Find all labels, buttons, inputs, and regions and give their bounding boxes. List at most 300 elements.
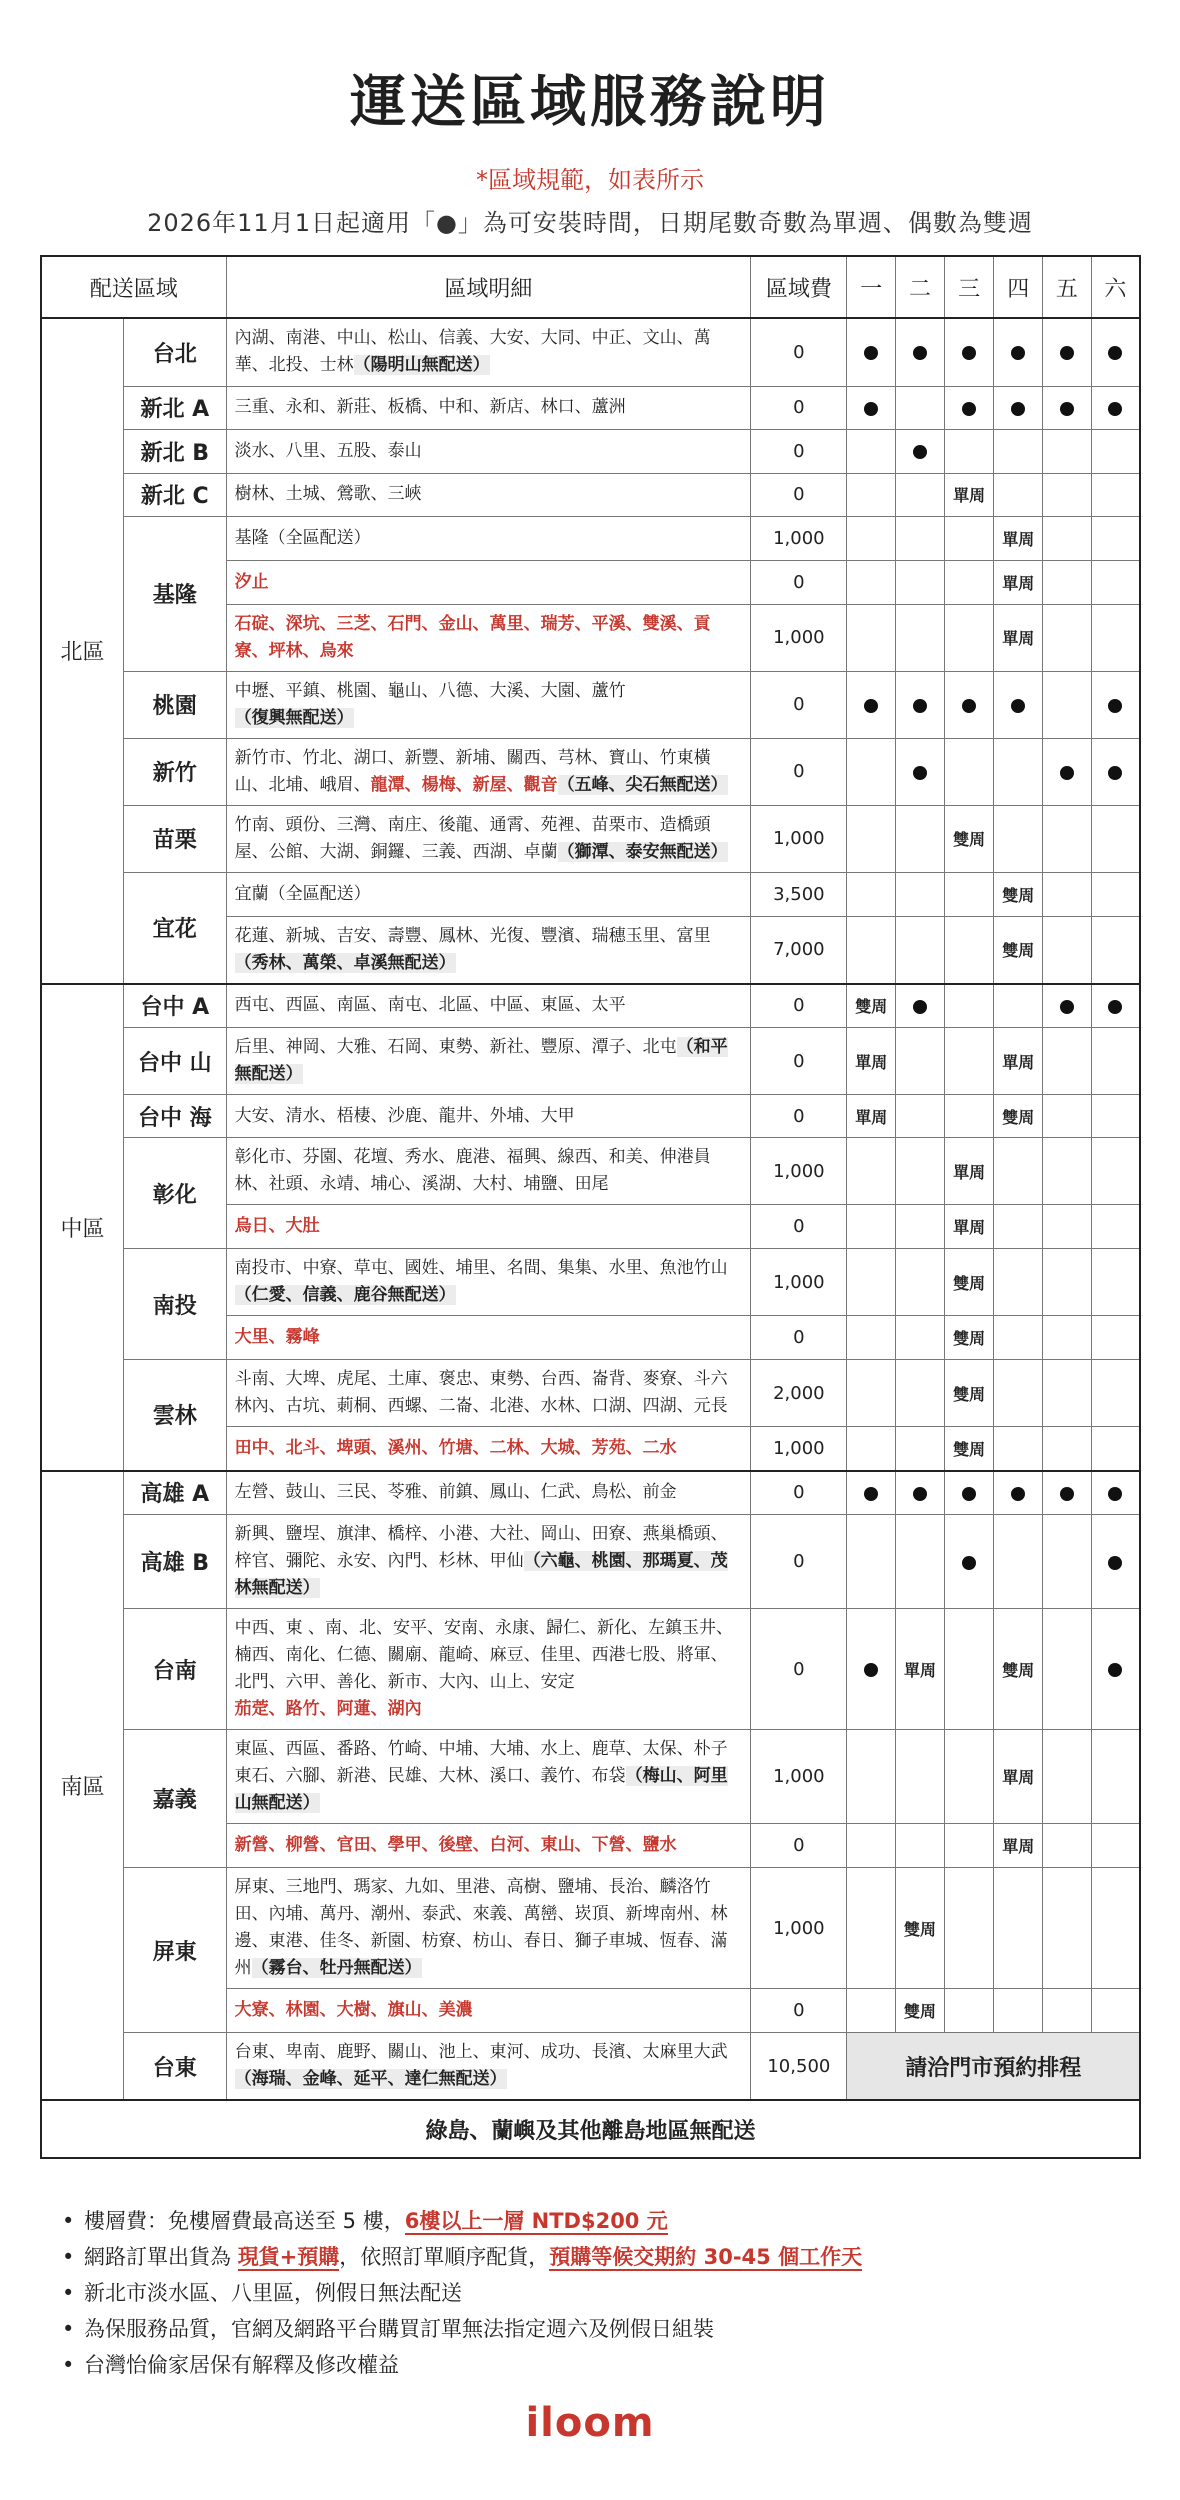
area-label: 台中 A [124,984,227,1028]
area-detail: 竹南、頭份、三灣、南庄、後龍、通霄、苑裡、苗栗市、造橋頭屋、公館、大湖、銅鑼、三義、西湖、卓蘭（獅潭、泰安無配送） [226,805,751,872]
empty-day-cell [847,1360,896,1427]
table-row [41,1609,1140,1730]
available-dot [944,671,994,738]
empty-day-cell [896,1138,945,1205]
table-row [41,1471,1140,1515]
available-dot [896,738,945,805]
area-fee: 0 [751,1471,847,1515]
available-dot [896,318,945,386]
area-label: 雲林 [124,1360,227,1471]
empty-day-cell [896,1249,945,1316]
available-dot [1091,1515,1140,1609]
region-label: 中區 [41,984,124,1471]
dot-icon [913,699,927,713]
header-thu: 四 [994,256,1043,318]
delivery-table-wrapper [40,255,1141,2159]
empty-day-cell [994,1249,1043,1316]
area-detail: 基隆（全區配送） [226,516,751,560]
empty-day-cell [1043,604,1092,671]
empty-day-cell [944,1095,994,1138]
area-fee: 0 [751,386,847,429]
empty-day-cell [1043,1824,1092,1868]
dot-icon [1060,1000,1074,1014]
empty-day-cell [1043,671,1092,738]
area-label: 新北 C [124,473,227,516]
area-label: 高雄 A [124,1471,227,1515]
dot-icon [913,766,927,780]
area-label: 高雄 B [124,1515,227,1609]
empty-day-cell [896,805,945,872]
area-detail: 斗南、大埤、虎尾、土庫、褒忠、東勢、台西、崙背、麥寮、斗六林內、古坑、莿桐、西螺、二崙、北港、水林、口湖、四湖、元長 [226,1360,751,1427]
empty-day-cell [847,1515,896,1609]
week-schedule: 雙周 [896,1989,945,2033]
empty-day-cell [1043,805,1092,872]
week-schedule: 雙周 [944,1249,994,1316]
available-dot [1091,671,1140,738]
available-dot [847,1471,896,1515]
dot-icon [962,1556,976,1570]
table-row [41,318,1140,386]
note-item: • 新北市淡水區、八里區，例假日無法配送 [62,2281,462,2305]
area-label: 新北 B [124,429,227,473]
area-detail: 左營、鼓山、三民、苓雅、前鎮、鳳山、仁武、鳥松、前金 [226,1471,751,1515]
header-mon: 一 [847,256,896,318]
notes-list [62,2203,1122,2383]
empty-day-cell [944,516,994,560]
dot-icon [1108,1000,1122,1014]
empty-day-cell [896,516,945,560]
area-detail: 田中、北斗、埤頭、溪州、竹塘、二林、大城、芳苑、二水 [226,1427,751,1471]
region-label: 南區 [41,1471,124,2101]
empty-day-cell [1091,1868,1140,1989]
dot-icon [1060,766,1074,780]
empty-day-cell [1091,1205,1140,1249]
available-dot [896,429,945,473]
area-fee: 0 [751,1316,847,1360]
area-detail: 宜蘭（全區配送） [226,872,751,916]
empty-day-cell [1091,560,1140,604]
empty-day-cell [1091,429,1140,473]
dot-icon [1011,699,1025,713]
empty-day-cell [896,473,945,516]
dot-icon [1060,346,1074,360]
week-schedule: 單周 [994,560,1043,604]
empty-day-cell [1043,1316,1092,1360]
area-detail: 屏東、三地門、瑪家、九如、里港、高樹、鹽埔、長治、麟洛竹田、內埔、萬丹、潮州、泰武、來義、萬巒、崁頂、新埤南州、林邊、東港、佳冬、新園、枋寮、枋山、春日、獅子車城、恆春、滿州（霧台、牡丹無配送） [226,1868,751,1989]
dot-icon [1108,402,1122,416]
empty-day-cell [944,916,994,984]
empty-day-cell [994,805,1043,872]
empty-day-cell [994,1138,1043,1205]
available-dot [994,1471,1043,1515]
empty-day-cell [994,738,1043,805]
area-fee: 0 [751,318,847,386]
area-label: 台南 [124,1609,227,1730]
area-detail: 后里、神岡、大雅、石岡、東勢、新社、豐原、潭子、北屯（和平無配送） [226,1028,751,1095]
empty-day-cell [847,1138,896,1205]
available-dot [944,318,994,386]
dot-icon [1011,1487,1025,1501]
empty-day-cell [1043,1360,1092,1427]
area-detail: 新營、柳營、官田、學甲、後壁、白河、東山、下營、鹽水 [226,1824,751,1868]
empty-day-cell [847,872,896,916]
dot-icon [1060,1487,1074,1501]
header-tue: 二 [896,256,945,318]
available-dot [1091,1471,1140,1515]
area-fee: 0 [751,1515,847,1609]
empty-day-cell [1091,1824,1140,1868]
dot-icon [864,402,878,416]
header-area: 配送區域 [41,256,226,318]
dot-icon [1108,1487,1122,1501]
table-row [41,473,1140,516]
area-detail: 烏日、大肚 [226,1205,751,1249]
empty-day-cell [994,1427,1043,1471]
header-wed: 三 [944,256,994,318]
week-schedule: 單周 [994,1028,1043,1095]
empty-day-cell [944,604,994,671]
week-schedule: 單周 [944,1138,994,1205]
table-row [41,1868,1140,1989]
empty-day-cell [1091,805,1140,872]
empty-day-cell [1091,1138,1140,1205]
empty-day-cell [1043,872,1092,916]
area-label: 新北 A [124,386,227,429]
empty-day-cell [896,1515,945,1609]
area-fee: 7,000 [751,916,847,984]
area-label: 彰化 [124,1138,227,1249]
area-fee: 0 [751,560,847,604]
week-schedule: 單周 [994,1824,1043,1868]
table-row [41,386,1140,429]
header-fri: 五 [1043,256,1092,318]
empty-day-cell [994,429,1043,473]
table-row [41,1515,1140,1609]
area-detail: 南投市、中寮、草屯、國姓、埔里、名間、集集、水里、魚池竹山（仁愛、信義、鹿谷無配送） [226,1249,751,1316]
dot-icon [962,1487,976,1501]
empty-day-cell [994,1360,1043,1427]
empty-day-cell [1043,429,1092,473]
available-dot [1043,318,1092,386]
area-fee: 1,000 [751,1138,847,1205]
area-fee: 0 [751,671,847,738]
empty-day-cell [1043,1028,1092,1095]
available-dot [847,1609,896,1730]
empty-day-cell [847,1989,896,2033]
empty-day-cell [847,1316,896,1360]
empty-day-cell [896,872,945,916]
empty-day-cell [994,1868,1043,1989]
dot-icon [913,1487,927,1501]
empty-day-cell [896,916,945,984]
empty-day-cell [994,1316,1043,1360]
empty-day-cell [1091,1360,1140,1427]
area-detail: 彰化市、芬園、花壇、秀水、鹿港、福興、線西、和美、伸港員林、社頭、永靖、埔心、溪湖、大村、埔鹽、田尾 [226,1138,751,1205]
note-item: • 網路訂單出貨為 現貨+預購，依照訂單順序配貨，預購等候交期約 30-45 個工作天 [62,2245,863,2269]
empty-day-cell [1043,1205,1092,1249]
dot-icon [864,1663,878,1677]
available-dot [847,318,896,386]
area-fee: 0 [751,1095,847,1138]
week-schedule: 雙周 [944,1316,994,1360]
area-fee: 0 [751,429,847,473]
dot-icon [913,445,927,459]
empty-day-cell [994,1989,1043,2033]
available-dot [994,671,1043,738]
week-schedule: 雙周 [944,805,994,872]
available-dot [896,984,945,1028]
table-row [41,984,1140,1028]
empty-day-cell [994,984,1043,1028]
area-detail: 大安、清水、梧棲、沙鹿、龍井、外埔、大甲 [226,1095,751,1138]
area-label: 台中 海 [124,1095,227,1138]
table-row [41,738,1140,805]
subtitle-note: *區域規範，如表所示 [476,166,704,194]
week-schedule: 雙周 [896,1868,945,1989]
table-row [41,1360,1140,1427]
week-schedule: 雙周 [847,984,896,1028]
empty-day-cell [994,1515,1043,1609]
available-dot [944,1471,994,1515]
area-fee: 1,000 [751,1249,847,1316]
empty-day-cell [847,429,896,473]
empty-day-cell [944,560,994,604]
week-schedule: 單周 [847,1095,896,1138]
empty-day-cell [896,1205,945,1249]
week-schedule: 單周 [944,473,994,516]
header-detail: 區域明細 [226,256,751,318]
empty-day-cell [847,1205,896,1249]
empty-day-cell [1091,1427,1140,1471]
available-dot [1043,738,1092,805]
table-row [41,429,1140,473]
empty-day-cell [1091,1095,1140,1138]
dot-icon [1060,402,1074,416]
area-detail: 汐止 [226,560,751,604]
week-schedule: 單周 [847,1028,896,1095]
area-label: 台中 山 [124,1028,227,1095]
empty-day-cell [1091,604,1140,671]
area-fee: 1,000 [751,805,847,872]
area-detail: 三重、永和、新莊、板橋、中和、新店、林口、蘆洲 [226,386,751,429]
empty-day-cell [896,1028,945,1095]
empty-day-cell [1043,1249,1092,1316]
area-label: 台北 [124,318,227,386]
week-schedule: 單周 [994,516,1043,560]
table-footer-row [41,2100,1140,2158]
available-dot [1043,1471,1092,1515]
week-schedule: 雙周 [994,1609,1043,1730]
empty-day-cell [1043,1095,1092,1138]
area-fee: 10,500 [751,2033,847,2101]
week-schedule: 雙周 [944,1360,994,1427]
table-row [41,872,1140,916]
empty-day-cell [896,1360,945,1427]
area-label: 新竹 [124,738,227,805]
empty-day-cell [1091,916,1140,984]
area-label: 桃園 [124,671,227,738]
table-row [41,671,1140,738]
empty-day-cell [847,560,896,604]
empty-day-cell [1043,1989,1092,2033]
page-title: 運送區域服務說明 [350,70,830,135]
dot-icon [864,1487,878,1501]
empty-day-cell [1043,1609,1092,1730]
table-row [41,1249,1140,1316]
table-header-row [41,256,1140,318]
empty-day-cell [847,1730,896,1824]
area-detail: 淡水、八里、五股、泰山 [226,429,751,473]
empty-day-cell [896,1730,945,1824]
dot-icon [864,346,878,360]
empty-day-cell [944,1028,994,1095]
area-detail: 新竹市、竹北、湖口、新豐、新埔、關西、芎林、寶山、竹東橫山、北埔、峨眉、龍潭、楊梅、新屋、觀音（五峰、尖石無配送） [226,738,751,805]
empty-day-cell [1091,516,1140,560]
week-schedule: 雙周 [994,916,1043,984]
area-fee: 0 [751,738,847,805]
empty-day-cell [847,1868,896,1989]
available-dot [1091,738,1140,805]
area-detail: 中西、東 、南、北、安平、安南、永康、歸仁、新化、左鎮玉井、楠西、南化、仁德、關廟、龍崎、麻豆、佳里、西港七股、將軍、北門、六甲、善化、新市、大內、山上、安定 茄萣、路竹、阿蓮、湖內 [226,1609,751,1730]
empty-day-cell [994,1205,1043,1249]
available-dot [944,386,994,429]
area-fee: 3,500 [751,872,847,916]
dot-icon [1108,346,1122,360]
empty-day-cell [1043,1515,1092,1609]
empty-day-cell [1043,1138,1092,1205]
area-fee: 0 [751,1205,847,1249]
empty-day-cell [944,1609,994,1730]
empty-day-cell [1043,1730,1092,1824]
available-dot [944,1515,994,1609]
empty-day-cell [896,1824,945,1868]
empty-day-cell [944,1868,994,1989]
available-dot [1043,386,1092,429]
area-label: 宜花 [124,872,227,984]
area-detail: 石碇、深坑、三芝、石門、金山、萬里、瑞芳、平溪、雙溪、貢寮、坪林、烏來 [226,604,751,671]
area-detail: 台東、卑南、鹿野、關山、池上、東河、成功、長濱、太麻里大武（海瑞、金峰、延平、達仁無配送） [226,2033,751,2101]
empty-day-cell [896,604,945,671]
area-detail: 內湖、南港、中山、松山、信義、大安、大同、中正、文山、萬華、北投、士林（陽明山無配送） [226,318,751,386]
dot-icon [913,1000,927,1014]
empty-day-cell [1043,1427,1092,1471]
empty-day-cell [944,1730,994,1824]
week-schedule: 單周 [994,604,1043,671]
dot-icon [1108,699,1122,713]
area-detail: 大里、霧峰 [226,1316,751,1360]
available-dot [1091,1609,1140,1730]
area-detail: 花蓮、新城、吉安、壽豐、鳳林、光復、豐濱、瑞穗玉里、富里（秀林、萬榮、卓溪無配送） [226,916,751,984]
empty-day-cell [1091,473,1140,516]
area-label: 嘉義 [124,1730,227,1868]
area-fee: 0 [751,473,847,516]
dot-icon [962,699,976,713]
area-fee: 0 [751,1989,847,2033]
available-dot [1043,984,1092,1028]
table-row [41,1095,1140,1138]
empty-day-cell [896,1095,945,1138]
contact-store-note: 請洽門市預約排程 [847,2033,1140,2101]
empty-day-cell [944,738,994,805]
available-dot [847,671,896,738]
week-schedule: 單周 [896,1609,945,1730]
empty-day-cell [847,738,896,805]
empty-day-cell [847,516,896,560]
empty-day-cell [1043,516,1092,560]
area-fee: 1,000 [751,604,847,671]
area-label: 南投 [124,1249,227,1360]
available-dot [847,386,896,429]
empty-day-cell [944,429,994,473]
available-dot [994,386,1043,429]
subtitle-main: 2026年11月1日起適用「●」為可安裝時間，日期尾數奇數為單週、偶數為雙週 [147,209,1033,237]
available-dot [1091,984,1140,1028]
available-dot [896,1471,945,1515]
empty-day-cell [1043,560,1092,604]
empty-day-cell [994,473,1043,516]
empty-day-cell [1091,1989,1140,2033]
empty-day-cell [1091,1316,1140,1360]
area-fee: 0 [751,1824,847,1868]
note-item: • 台灣怡倫家居保有解釋及修改權益 [62,2353,399,2377]
table-row [41,805,1140,872]
area-detail: 新興、鹽埕、旗津、橋梓、小港、大社、岡山、田寮、燕巢橋頭、梓官、彌陀、永安、內門、杉林、甲仙（六龜、桃園、那瑪夏、茂林無配送） [226,1515,751,1609]
empty-day-cell [944,1989,994,2033]
empty-day-cell [896,1427,945,1471]
area-label: 苗栗 [124,805,227,872]
empty-day-cell [944,1824,994,1868]
table-row [41,1028,1140,1095]
area-label: 屏東 [124,1868,227,2033]
dot-icon [1108,766,1122,780]
area-fee: 0 [751,1028,847,1095]
week-schedule: 單周 [944,1205,994,1249]
empty-day-cell [847,1824,896,1868]
area-fee: 1,000 [751,1868,847,1989]
week-schedule: 雙周 [994,1095,1043,1138]
week-schedule: 雙周 [994,872,1043,916]
empty-day-cell [847,1249,896,1316]
dot-icon [1108,1663,1122,1677]
empty-day-cell [1043,1868,1092,1989]
empty-day-cell [847,1427,896,1471]
available-dot [1091,318,1140,386]
area-detail: 東區、西區、番路、竹崎、中埔、大埔、水上、鹿草、太保、朴子東石、六腳、新港、民雄、大林、溪口、義竹、布袋（梅山、阿里山無配送） [226,1730,751,1824]
week-schedule: 雙周 [944,1427,994,1471]
iloom-logo: iloom [525,2400,655,2446]
note-item: • 為保服務品質，官網及網路平台購買訂單無法指定週六及例假日組裝 [62,2317,714,2341]
empty-day-cell [896,560,945,604]
area-detail: 中壢、平鎮、桃園、龜山、八德、大溪、大園、蘆竹（復興無配送） [226,671,751,738]
empty-day-cell [1091,1249,1140,1316]
header-fee: 區域費 [751,256,847,318]
no-delivery-islands-note: 綠島、蘭嶼及其他離島地區無配送 [41,2100,1140,2158]
area-fee: 1,000 [751,1427,847,1471]
empty-day-cell [847,473,896,516]
empty-day-cell [1091,872,1140,916]
dot-icon [962,402,976,416]
region-label: 北區 [41,318,124,984]
area-label: 基隆 [124,516,227,671]
table-row [41,1730,1140,1824]
dot-icon [1011,346,1025,360]
area-detail: 西屯、西區、南區、南屯、北區、中區、東區、太平 [226,984,751,1028]
available-dot [994,318,1043,386]
empty-day-cell [847,805,896,872]
empty-day-cell [896,1316,945,1360]
table-row [41,516,1140,560]
note-item: • 樓層費：免樓層費最高送至 5 樓，6樓以上一層 NTD$200 元 [62,2209,668,2233]
